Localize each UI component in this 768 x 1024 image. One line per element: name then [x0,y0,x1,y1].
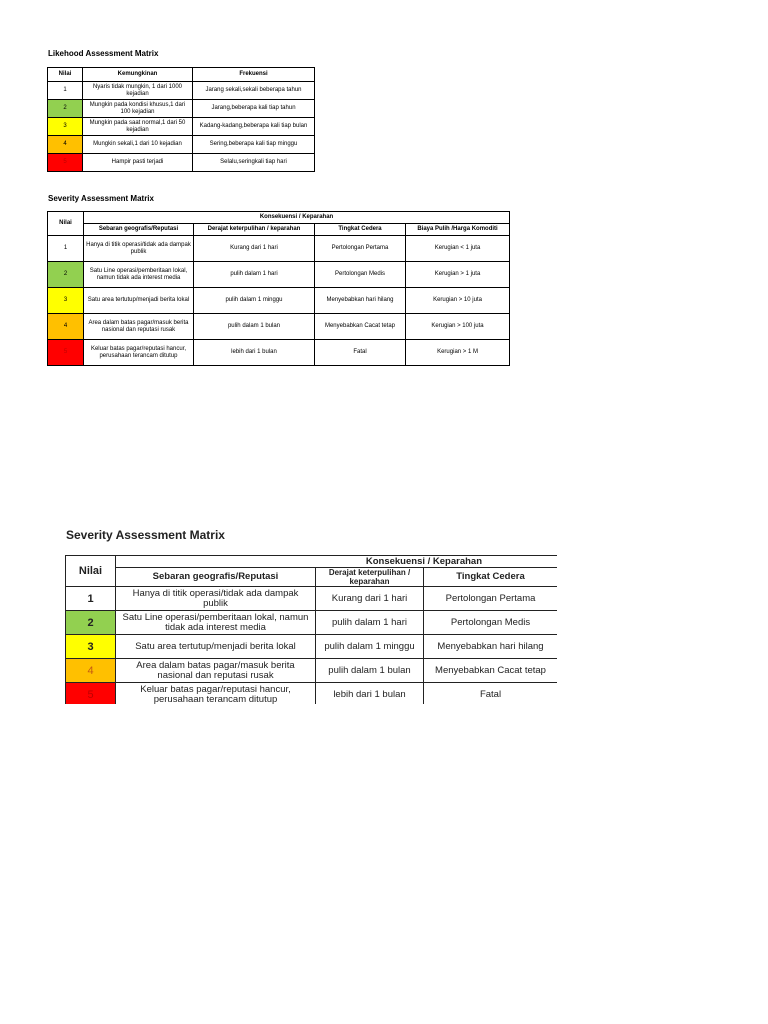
cedera-cell: Pertolongan Medis [315,262,406,288]
derajat-cell: pulih dalam 1 bulan [194,314,315,340]
level-cell: 1 [48,236,84,262]
level-cell: 5 [48,340,84,366]
header-cedera: Tingkat Cedera [315,224,406,236]
cedera-cell: Pertolongan Medis [424,611,558,635]
kemungkinan-cell: Mungkin pada saat normal,1 dari 50 kejadian [83,118,193,136]
likelihood-title: Likehood Assessment Matrix [48,49,159,58]
kemungkinan-cell: Nyaris tidak mungkin, 1 dari 1000 kejadian [83,82,193,100]
sebaran-cell: Satu Line operasi/pemberitaan lokal, namun tidak ada interest media [84,262,194,288]
header-derajat: Derajat keterpulihan / keparahan [194,224,315,236]
derajat-cell: Kurang dari 1 hari [316,587,424,611]
table-row [48,118,315,136]
table-subheader-row [66,568,558,587]
header-sebaran: Sebaran geografis/Reputasi [116,568,316,587]
frekuensi-cell: Kadang-kadang,beberapa kali tiap bulan [193,118,315,136]
derajat-cell: pulih dalam 1 hari [194,262,315,288]
cedera-cell: Menyebabkan Cacat tetap [424,659,558,683]
biaya-cell: Kerugian < 1 juta [406,236,510,262]
biaya-cell: Kerugian > 1 M [406,340,510,366]
level-cell: 4 [48,314,84,340]
level-cell: 3 [48,288,84,314]
table-row [66,683,558,705]
header-biaya: Biaya Pulih /Harga Komoditi [406,224,510,236]
severity-zoom-table [65,555,557,704]
sebaran-cell: Satu area tertutup/menjadi berita lokal [116,635,316,659]
biaya-cell: Kerugian > 10 juta [406,288,510,314]
kemungkinan-cell: Mungkin sekali,1 dari 10 kejadian [83,136,193,154]
level-cell: 1 [48,82,83,100]
level-cell: 3 [66,635,116,659]
severity-zoom-title: Severity Assessment Matrix [66,528,225,542]
header-cedera: Tingkat Cedera [424,568,558,587]
table-row [48,82,315,100]
table-row [48,340,510,366]
table-subheader-row [48,224,510,236]
kemungkinan-cell: Hampir pasti terjadi [83,154,193,172]
table-row [48,262,510,288]
biaya-cell: Kerugian > 100 juta [406,314,510,340]
derajat-cell: pulih dalam 1 bulan [316,659,424,683]
level-cell: 2 [48,100,83,118]
frekuensi-cell: Sering,beberapa kali tiap minggu [193,136,315,154]
cedera-cell: Fatal [424,683,558,705]
table-row [66,635,558,659]
table-row [48,154,315,172]
level-cell: 2 [48,262,84,288]
level-cell: 3 [48,118,83,136]
severity-matrix-table [47,211,510,366]
table-row [66,659,558,683]
sebaran-cell: Keluar batas pagar/reputasi hancur, perusahaan terancam ditutup [84,340,194,366]
header-sebaran: Sebaran geografis/Reputasi [84,224,194,236]
severity-title: Severity Assessment Matrix [48,194,154,203]
cedera-cell: Menyebabkan Cacat tetap [315,314,406,340]
sebaran-cell: Area dalam batas pagar/masuk berita nasional dan reputasi rusak [84,314,194,340]
cedera-cell: Pertolongan Pertama [315,236,406,262]
cedera-cell: Fatal [315,340,406,366]
level-cell: 2 [66,611,116,635]
frekuensi-cell: Selalu,seringkali tiap hari [193,154,315,172]
cedera-cell: Pertolongan Pertama [424,587,558,611]
table-header-row [48,68,315,82]
header-derajat: Derajat keterpulihan / keparahan [316,568,424,587]
header-frekuensi: Frekuensi [193,68,315,82]
kemungkinan-cell: Mungkin pada kondisi khusus,1 dari 100 kejadian [83,100,193,118]
table-header-row [66,556,558,568]
table-row [48,288,510,314]
header-nilai: Nilai [48,68,83,82]
cedera-cell: Menyebabkan hari hilang [424,635,558,659]
table-header-row [48,212,510,224]
table-row [48,236,510,262]
cedera-cell: Menyebabkan hari hilang [315,288,406,314]
sebaran-cell: Satu Line operasi/pemberitaan lokal, namun tidak ada interest media [116,611,316,635]
level-cell: 4 [48,136,83,154]
derajat-cell: pulih dalam 1 hari [316,611,424,635]
derajat-cell: lebih dari 1 bulan [194,340,315,366]
derajat-cell: Kurang dari 1 hari [194,236,315,262]
header-konsekuensi: Konsekuensi / Keparahan [84,212,510,224]
derajat-cell: pulih dalam 1 minggu [194,288,315,314]
biaya-cell: Kerugian > 1 juta [406,262,510,288]
likelihood-matrix-table [47,67,315,172]
table-row [48,314,510,340]
level-cell: 5 [48,154,83,172]
table-row [48,136,315,154]
derajat-cell: lebih dari 1 bulan [316,683,424,705]
sebaran-cell: Satu area tertutup/menjadi berita lokal [84,288,194,314]
sebaran-cell: Hanya di titik operasi/tidak ada dampak publik [116,587,316,611]
derajat-cell: pulih dalam 1 minggu [316,635,424,659]
sebaran-cell: Area dalam batas pagar/masuk berita nasional dan reputasi rusak [116,659,316,683]
level-cell: 1 [66,587,116,611]
severity-zoom-image [65,555,557,704]
frekuensi-cell: Jarang,beberapa kali tiap tahun [193,100,315,118]
level-cell: 4 [66,659,116,683]
sebaran-cell: Hanya di titik operasi/tidak ada dampak publik [84,236,194,262]
frekuensi-cell: Jarang sekali,sekali beberapa tahun [193,82,315,100]
table-row [48,100,315,118]
table-row [66,587,558,611]
header-kemungkinan: Kemungkinan [83,68,193,82]
sebaran-cell: Keluar batas pagar/reputasi hancur, perusahaan terancam ditutup [116,683,316,705]
level-cell: 5 [66,683,116,705]
header-nilai: Nilai [66,556,116,587]
table-row [66,611,558,635]
header-konsekuensi: Konsekuensi / Keparahan [116,556,558,568]
header-nilai: Nilai [48,212,84,236]
